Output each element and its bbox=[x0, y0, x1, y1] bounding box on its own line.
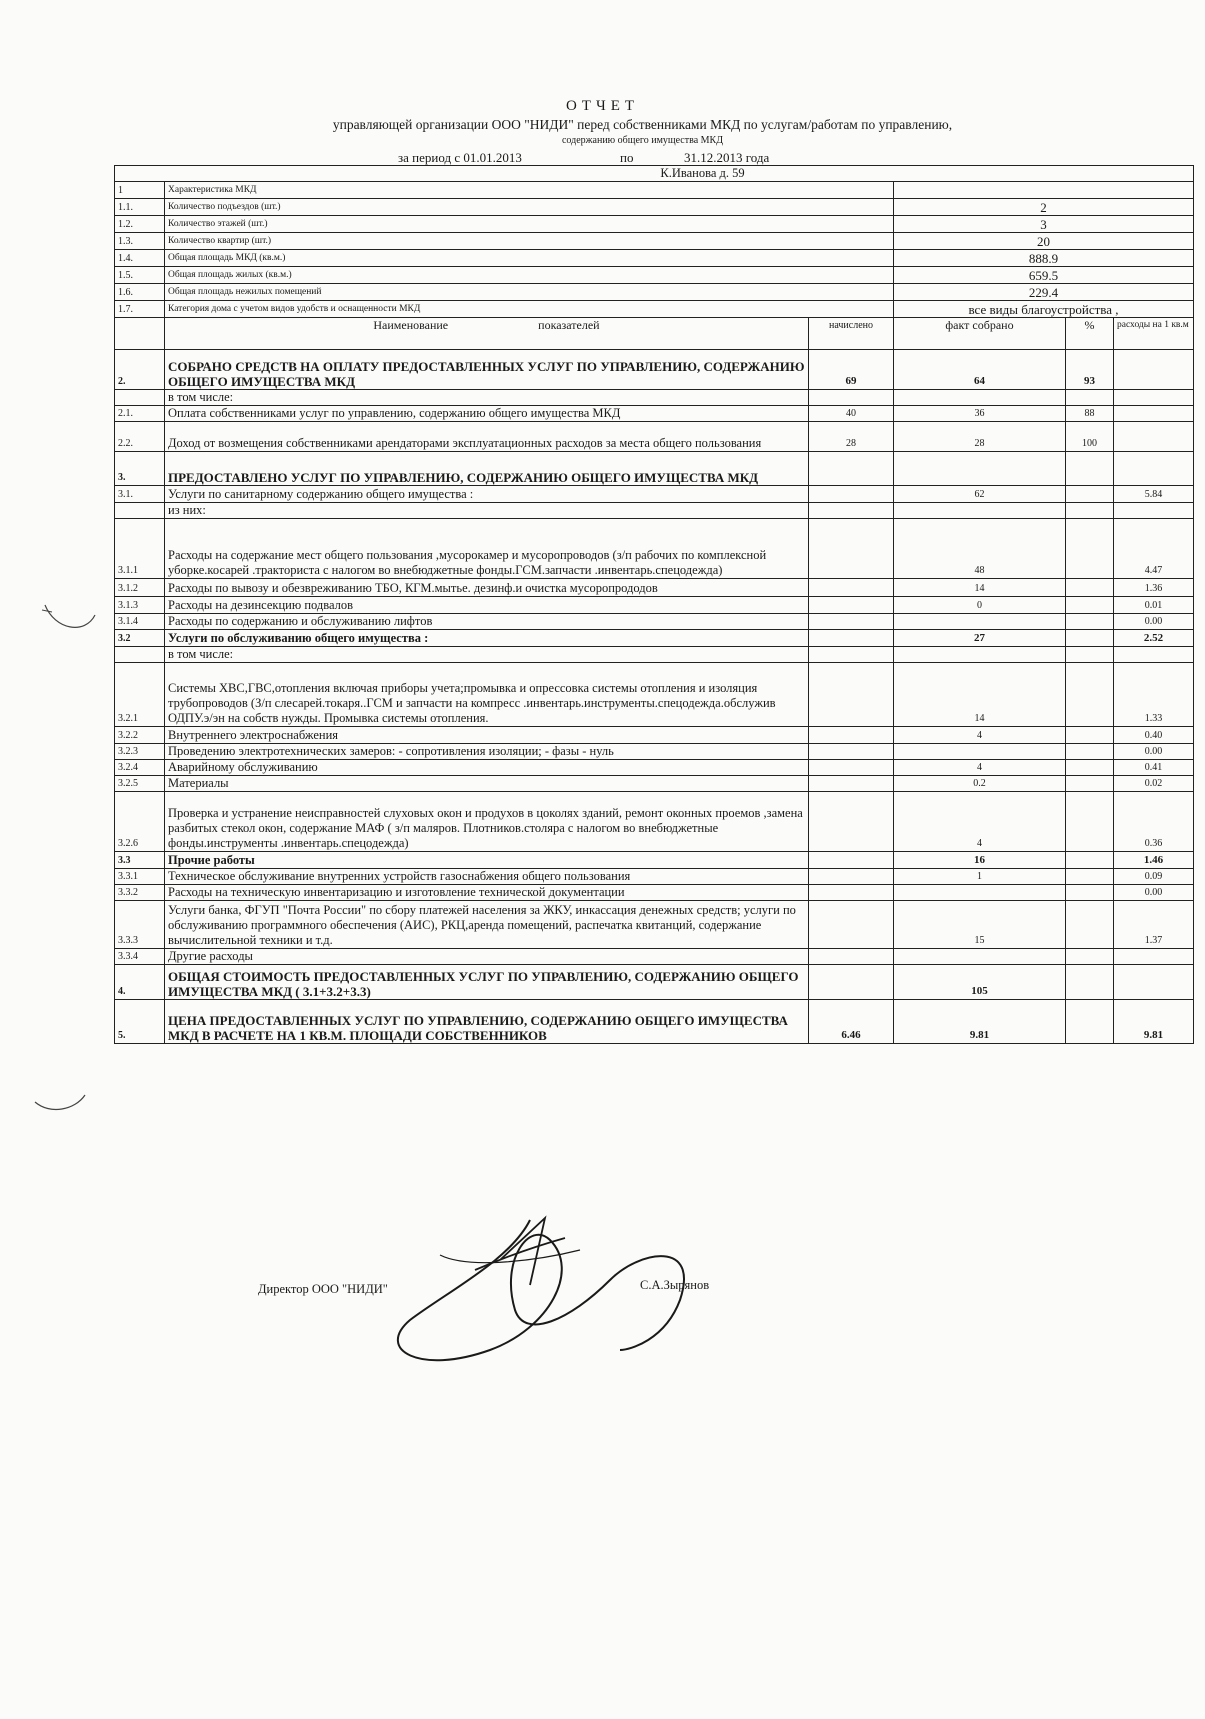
row-collected bbox=[894, 744, 1066, 760]
row-charged bbox=[809, 579, 894, 597]
report-row bbox=[115, 965, 1194, 1000]
row-label: Расходы по содержанию и обслуживанию лифтов bbox=[165, 614, 809, 630]
report-row bbox=[115, 486, 1194, 503]
row-percent bbox=[1066, 663, 1114, 727]
row-percent bbox=[1066, 869, 1114, 885]
row-number: 1.2. bbox=[115, 216, 165, 233]
row-per-m2 bbox=[1114, 503, 1194, 519]
row-per-m2 bbox=[1114, 949, 1194, 965]
row-number: 3.1.2 bbox=[115, 579, 165, 597]
characteristic-label: Количество этажей (шт.) bbox=[165, 216, 894, 233]
row-number: 3.1.4 bbox=[115, 614, 165, 630]
row-label: Услуги по обслуживанию общего имущества : bbox=[165, 630, 809, 647]
row-label: Проверка и устранение неисправностей слуховых окон и продухов в цоколях зданий, ремонт оконных проемов ,замена разбитых стекол окон, содержание МАФ ( з/п маляров. Плотников.столяра с налогом во внебюджетные фонды.инструменты .инвентарь.спецодежда) bbox=[165, 792, 809, 852]
characteristic-row bbox=[115, 301, 1194, 318]
report-row bbox=[115, 390, 1194, 406]
row-percent: 100 bbox=[1066, 422, 1114, 452]
row-number: 1.1. bbox=[115, 199, 165, 216]
report-row bbox=[115, 727, 1194, 744]
report-row bbox=[115, 597, 1194, 614]
characteristic-value: 659.5 bbox=[894, 267, 1194, 284]
report-subtitle: управляющей организации ООО "НИДИ" перед собственниками МКД по услугам/работам по управлению, bbox=[332, 117, 953, 132]
row-number: 1.5. bbox=[115, 267, 165, 284]
address: К.Иванова д. 59 bbox=[115, 166, 1194, 182]
row-percent bbox=[1066, 1000, 1114, 1044]
row-collected bbox=[894, 949, 1066, 965]
row-label: Проведению электротехнических замеров: - сопротивления изоляции; - фазы - нуль bbox=[165, 744, 809, 760]
row-per-m2: 0.00 bbox=[1114, 744, 1194, 760]
period-to: 31.12.2013 года bbox=[684, 150, 770, 165]
row-number: 3.2.4 bbox=[115, 760, 165, 776]
characteristic-label: Категория дома с учетом видов удобств и оснащенности МКД bbox=[165, 301, 894, 318]
report-row bbox=[115, 885, 1194, 901]
row-collected: 0.2 bbox=[894, 776, 1066, 792]
row-percent bbox=[1066, 614, 1114, 630]
row-charged bbox=[809, 760, 894, 776]
row-per-m2: 0.09 bbox=[1114, 869, 1194, 885]
row-percent bbox=[1066, 486, 1114, 503]
characteristic-value bbox=[894, 182, 1194, 199]
row-charged bbox=[809, 597, 894, 614]
row-number: 3.3.2 bbox=[115, 885, 165, 901]
row-number: 3.2.2 bbox=[115, 727, 165, 744]
row-number bbox=[115, 647, 165, 663]
row-charged: 40 bbox=[809, 406, 894, 422]
row-charged bbox=[809, 949, 894, 965]
row-charged bbox=[809, 744, 894, 760]
row-number: 3.3.1 bbox=[115, 869, 165, 885]
row-number: 1.3. bbox=[115, 233, 165, 250]
characteristic-row bbox=[115, 199, 1194, 216]
row-percent bbox=[1066, 647, 1114, 663]
report-row bbox=[115, 852, 1194, 869]
row-number: 3.3 bbox=[115, 852, 165, 869]
row-charged bbox=[809, 647, 894, 663]
row-charged bbox=[809, 452, 894, 486]
report-title: ОТЧЕТ bbox=[565, 98, 640, 114]
report-row bbox=[115, 579, 1194, 597]
report-table-body bbox=[115, 166, 1194, 1044]
characteristic-label: Количество подъездов (шт.) bbox=[165, 199, 894, 216]
row-percent bbox=[1066, 519, 1114, 579]
header-per-m2: расходы на 1 кв.м bbox=[1114, 318, 1194, 350]
row-collected: 28 bbox=[894, 422, 1066, 452]
row-per-m2: 5.84 bbox=[1114, 486, 1194, 503]
row-collected: 36 bbox=[894, 406, 1066, 422]
header-num-cell bbox=[115, 318, 165, 350]
row-label: Оплата собственниками услуг по управлению, содержанию общего имущества МКД bbox=[165, 406, 809, 422]
report-row bbox=[115, 647, 1194, 663]
row-charged bbox=[809, 852, 894, 869]
report-row bbox=[115, 760, 1194, 776]
row-collected bbox=[894, 647, 1066, 663]
row-percent bbox=[1066, 727, 1114, 744]
row-charged bbox=[809, 630, 894, 647]
row-number: 3.2.6 bbox=[115, 792, 165, 852]
row-number: 3.1.3 bbox=[115, 597, 165, 614]
row-per-m2: 0.00 bbox=[1114, 614, 1194, 630]
row-label: Системы ХВС,ГВС,отопления включая приборы учета;промывка и опрессовка системы отопления и изоляция трубопроводов (З/п слесарей.токаря..ГСМ и запчасти на компресс .инвентарь.инструменты.спецодежда.обслужив ОДПУ.э/эн на собств нужды. Промывка системы отопления. bbox=[165, 663, 809, 727]
row-per-m2: 4.47 bbox=[1114, 519, 1194, 579]
row-charged: 69 bbox=[809, 350, 894, 390]
row-collected: 9.81 bbox=[894, 1000, 1066, 1044]
header-name-b: показателей bbox=[538, 318, 600, 332]
row-number: 1.6. bbox=[115, 284, 165, 301]
row-collected bbox=[894, 390, 1066, 406]
row-collected: 62 bbox=[894, 486, 1066, 503]
row-collected: 64 bbox=[894, 350, 1066, 390]
row-percent bbox=[1066, 503, 1114, 519]
row-per-m2: 0.00 bbox=[1114, 885, 1194, 901]
row-number: 2.2. bbox=[115, 422, 165, 452]
margin-mark-2 bbox=[30, 1090, 90, 1130]
row-percent bbox=[1066, 597, 1114, 614]
row-charged bbox=[809, 503, 894, 519]
report-row bbox=[115, 901, 1194, 949]
row-percent: 88 bbox=[1066, 406, 1114, 422]
row-label: ЦЕНА ПРЕДОСТАВЛЕННЫХ УСЛУГ ПО УПРАВЛЕНИЮ, СОДЕРЖАНИЮ ОБЩЕГО ИМУЩЕСТВА МКД В РАСЧЕТЕ НА 1 КВ.М. ПЛОЩАДИ СОБСТВЕННИКОВ bbox=[165, 1000, 809, 1044]
row-label: Услуги банка, ФГУП "Почта России" по сбору платежей населения за ЖКУ, инкассация денежных средств; услуги по обслуживанию программного обеспечения (АИС), РКЦ,аренда помещений, распечатка квитанций, содержание вычислительной техники и т.д. bbox=[165, 901, 809, 949]
row-per-m2 bbox=[1114, 406, 1194, 422]
row-percent bbox=[1066, 452, 1114, 486]
row-per-m2: 0.41 bbox=[1114, 760, 1194, 776]
characteristic-label: Характеристика МКД bbox=[165, 182, 894, 199]
characteristic-row bbox=[115, 216, 1194, 233]
row-charged bbox=[809, 792, 894, 852]
row-label: Доход от возмещения собственниками арендаторами эксплуатационных расходов за места общего пользования bbox=[165, 422, 809, 452]
row-charged bbox=[809, 727, 894, 744]
characteristic-row bbox=[115, 182, 1194, 199]
row-label: Техническое обслуживание внутренних устройств газоснабжения общего пользования bbox=[165, 869, 809, 885]
row-percent bbox=[1066, 630, 1114, 647]
row-charged bbox=[809, 869, 894, 885]
characteristic-value: 3 bbox=[894, 216, 1194, 233]
report-row bbox=[115, 614, 1194, 630]
row-charged bbox=[809, 965, 894, 1000]
row-number: 3.1. bbox=[115, 486, 165, 503]
row-percent bbox=[1066, 760, 1114, 776]
handwritten-signature bbox=[380, 1200, 740, 1380]
row-number bbox=[115, 390, 165, 406]
report-row bbox=[115, 1000, 1194, 1044]
row-per-m2: 1.37 bbox=[1114, 901, 1194, 949]
row-per-m2: 0.01 bbox=[1114, 597, 1194, 614]
row-per-m2: 1.36 bbox=[1114, 579, 1194, 597]
address-row bbox=[115, 166, 1194, 182]
row-collected bbox=[894, 885, 1066, 901]
signature-name: С.А.Зырянов bbox=[640, 1278, 710, 1292]
column-header-row bbox=[115, 318, 1194, 350]
row-per-m2 bbox=[1114, 390, 1194, 406]
header-name-a: Наименование bbox=[373, 318, 449, 332]
characteristic-label: Общая площадь жилых (кв.м.) bbox=[165, 267, 894, 284]
row-number: 5. bbox=[115, 1000, 165, 1044]
report-row bbox=[115, 503, 1194, 519]
characteristic-value: 229.4 bbox=[894, 284, 1194, 301]
row-collected bbox=[894, 503, 1066, 519]
report-row bbox=[115, 744, 1194, 760]
row-charged bbox=[809, 901, 894, 949]
row-label: ОБЩАЯ СТОИМОСТЬ ПРЕДОСТАВЛЕННЫХ УСЛУГ ПО УПРАВЛЕНИЮ, СОДЕРЖАНИЮ ОБЩЕГО ИМУЩЕСТВА МКД ( 3.1+3.2+3.3) bbox=[165, 965, 809, 1000]
characteristic-row bbox=[115, 250, 1194, 267]
row-per-m2: 0.40 bbox=[1114, 727, 1194, 744]
report-table bbox=[114, 165, 1194, 1044]
row-label: Аварийному обслуживанию bbox=[165, 760, 809, 776]
report-row bbox=[115, 452, 1194, 486]
row-percent: 93 bbox=[1066, 350, 1114, 390]
row-label: Материалы bbox=[165, 776, 809, 792]
row-collected: 27 bbox=[894, 630, 1066, 647]
characteristic-value: 20 bbox=[894, 233, 1194, 250]
row-charged: 6.46 bbox=[809, 1000, 894, 1044]
row-label: Расходы на содержание мест общего пользования ,мусорокамер и мусоропроводов (з/п рабочих по комплексной уборке.косарей .тракториста с налогом во внебюджетные фонды.ГСМ.запчасти .инвентарь.спецодежда) bbox=[165, 519, 809, 579]
characteristic-label: Количество квартир (шт.) bbox=[165, 233, 894, 250]
row-number: 3.1.1 bbox=[115, 519, 165, 579]
row-charged bbox=[809, 519, 894, 579]
row-number: 3.2.3 bbox=[115, 744, 165, 760]
period-from: за период с 01.01.2013 bbox=[398, 150, 522, 165]
row-number: 3.3.3 bbox=[115, 901, 165, 949]
row-percent bbox=[1066, 852, 1114, 869]
row-percent bbox=[1066, 792, 1114, 852]
row-number: 3.2.1 bbox=[115, 663, 165, 727]
row-collected: 14 bbox=[894, 663, 1066, 727]
row-charged bbox=[809, 776, 894, 792]
report-row bbox=[115, 949, 1194, 965]
row-per-m2: 0.36 bbox=[1114, 792, 1194, 852]
row-collected: 105 bbox=[894, 965, 1066, 1000]
row-label: Другие расходы bbox=[165, 949, 809, 965]
row-label: в том числе: bbox=[165, 390, 809, 406]
row-collected: 14 bbox=[894, 579, 1066, 597]
row-label: в том числе: bbox=[165, 647, 809, 663]
report-row bbox=[115, 792, 1194, 852]
row-charged bbox=[809, 486, 894, 503]
row-charged bbox=[809, 614, 894, 630]
row-collected: 48 bbox=[894, 519, 1066, 579]
row-collected: 4 bbox=[894, 727, 1066, 744]
row-collected bbox=[894, 614, 1066, 630]
characteristic-value: 2 bbox=[894, 199, 1194, 216]
report-row bbox=[115, 422, 1194, 452]
row-collected bbox=[894, 452, 1066, 486]
row-number bbox=[115, 503, 165, 519]
row-charged bbox=[809, 663, 894, 727]
row-label: Расходы по вывозу и обезвреживанию ТБО, КГМ.мытье. дезинф.и очистка мусоропрододов bbox=[165, 579, 809, 597]
row-per-m2: 1.33 bbox=[1114, 663, 1194, 727]
report-row bbox=[115, 519, 1194, 579]
row-label: Внутреннего электроснабжения bbox=[165, 727, 809, 744]
row-collected: 0 bbox=[894, 597, 1066, 614]
report-subtitle-2: содержанию общего имущества МКД bbox=[561, 135, 724, 146]
characteristic-row bbox=[115, 233, 1194, 250]
row-per-m2 bbox=[1114, 647, 1194, 663]
report-row bbox=[115, 406, 1194, 422]
row-label: из них: bbox=[165, 503, 809, 519]
row-per-m2: 2.52 bbox=[1114, 630, 1194, 647]
row-label: Расходы на дезинсекцию подвалов bbox=[165, 597, 809, 614]
row-collected: 4 bbox=[894, 792, 1066, 852]
margin-mark-1 bbox=[40, 600, 100, 640]
row-collected: 1 bbox=[894, 869, 1066, 885]
header-percent: % bbox=[1066, 318, 1114, 350]
row-per-m2: 9.81 bbox=[1114, 1000, 1194, 1044]
row-percent bbox=[1066, 776, 1114, 792]
row-charged: 28 bbox=[809, 422, 894, 452]
row-number: 4. bbox=[115, 965, 165, 1000]
row-number: 1.4. bbox=[115, 250, 165, 267]
header-charged: начислено bbox=[809, 318, 894, 350]
characteristic-label: Общая площадь нежилых помещений bbox=[165, 284, 894, 301]
report-row bbox=[115, 776, 1194, 792]
row-label: ПРЕДОСТАВЛЕНО УСЛУГ ПО УПРАВЛЕНИЮ, СОДЕРЖАНИЮ ОБЩЕГО ИМУЩЕСТВА МКД bbox=[165, 452, 809, 486]
characteristic-value: 888.9 bbox=[894, 250, 1194, 267]
row-number: 1 bbox=[115, 182, 165, 199]
row-percent bbox=[1066, 885, 1114, 901]
row-per-m2 bbox=[1114, 452, 1194, 486]
characteristic-row bbox=[115, 267, 1194, 284]
row-charged bbox=[809, 885, 894, 901]
row-charged bbox=[809, 390, 894, 406]
header-name-cell bbox=[165, 318, 809, 350]
row-collected: 16 bbox=[894, 852, 1066, 869]
report-row bbox=[115, 350, 1194, 390]
period-sep: по bbox=[620, 150, 634, 165]
row-number: 3. bbox=[115, 452, 165, 486]
row-per-m2: 1.46 bbox=[1114, 852, 1194, 869]
row-collected: 15 bbox=[894, 901, 1066, 949]
row-label: Услуги по санитарному содержанию общего имущества : bbox=[165, 486, 809, 503]
row-percent bbox=[1066, 744, 1114, 760]
header-collected: факт собрано bbox=[894, 318, 1066, 350]
row-per-m2 bbox=[1114, 422, 1194, 452]
row-per-m2 bbox=[1114, 350, 1194, 390]
characteristic-label: Общая площадь МКД (кв.м.) bbox=[165, 250, 894, 267]
signature-position: Директор ООО "НИДИ" bbox=[258, 1282, 388, 1296]
row-percent bbox=[1066, 390, 1114, 406]
characteristic-value: все виды благоустройства , bbox=[894, 301, 1194, 318]
report-row bbox=[115, 663, 1194, 727]
report-row bbox=[115, 630, 1194, 647]
row-number: 2.1. bbox=[115, 406, 165, 422]
row-percent bbox=[1066, 901, 1114, 949]
report-row bbox=[115, 869, 1194, 885]
row-percent bbox=[1066, 949, 1114, 965]
row-label: Прочие работы bbox=[165, 852, 809, 869]
characteristic-row bbox=[115, 284, 1194, 301]
row-number: 2. bbox=[115, 350, 165, 390]
row-label: Расходы на техническую инвентаризацию и изготовление технической документации bbox=[165, 885, 809, 901]
row-number: 3.2.5 bbox=[115, 776, 165, 792]
row-number: 3.2 bbox=[115, 630, 165, 647]
row-collected: 4 bbox=[894, 760, 1066, 776]
row-per-m2 bbox=[1114, 965, 1194, 1000]
row-percent bbox=[1066, 579, 1114, 597]
row-number: 1.7. bbox=[115, 301, 165, 318]
row-percent bbox=[1066, 965, 1114, 1000]
row-per-m2: 0.02 bbox=[1114, 776, 1194, 792]
row-number: 3.3.4 bbox=[115, 949, 165, 965]
row-label: СОБРАНО СРЕДСТВ НА ОПЛАТУ ПРЕДОСТАВЛЕННЫХ УСЛУГ ПО УПРАВЛЕНИЮ, СОДЕРЖАНИЮ ОБЩЕГО ИМУЩЕСТВА МКД bbox=[165, 350, 809, 390]
